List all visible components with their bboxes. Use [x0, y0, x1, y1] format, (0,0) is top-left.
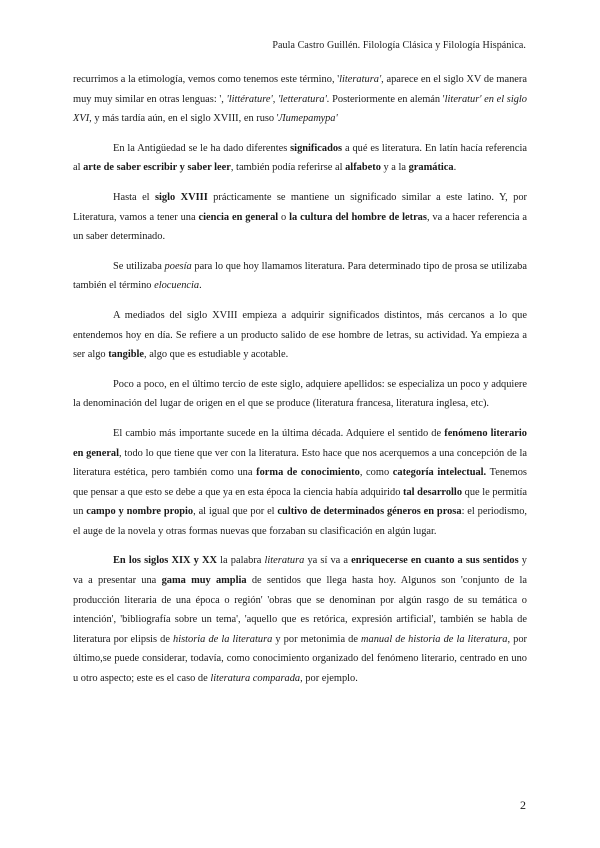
- text-run: El cambio más importante sucede en la última década. Adquiere el sentido de: [113, 427, 445, 439]
- bold-text: campo y nombre propio: [86, 506, 194, 518]
- italic-text: historia de la literatura: [173, 633, 273, 645]
- text-run: la palabra: [217, 555, 265, 567]
- paragraph: [73, 551, 527, 688]
- text-run: .: [453, 162, 457, 174]
- text-run: , algo que es estudiable y acotable.: [144, 349, 289, 361]
- text-run: Poco a poco, en el último tercio de este siglo, adquiere apellidos: se especializa un poco y adquiere la denominación del lugar de origen en el que se produce (literatura francesa, literatura inglesa, etc).: [73, 378, 527, 410]
- bold-text: En los siglos XIX y XX: [113, 555, 218, 567]
- paragraph: [73, 424, 527, 542]
- text-run: recurrimos a la etimología, vemos como tenemos este término, ': [73, 74, 340, 85]
- paragraph: [73, 257, 527, 296]
- page-number: 2: [520, 798, 526, 812]
- paragraph: [73, 139, 527, 178]
- bold-text: arte de saber escribir y saber leer: [83, 162, 231, 174]
- paragraph: [73, 306, 527, 365]
- bold-text: enriquecerse en cuanto a sus sentidos: [351, 555, 519, 567]
- body-text: [73, 70, 527, 699]
- italic-text: literatur' en el siglo XVI,: [73, 93, 527, 125]
- bold-text: gama muy amplia: [161, 575, 247, 587]
- text-run: , también podía referirse al: [230, 162, 346, 174]
- text-run: , por último,se puede considerar, todavía, como conocimiento organizado del fenómeno literario, centrado en uno u otro aspecto; este es el caso de: [73, 633, 527, 685]
- text-run: y a la: [380, 162, 409, 174]
- bold-text: fenómeno literario en general: [73, 427, 527, 459]
- italic-text: literatura comparada: [210, 673, 301, 685]
- paragraph: [73, 375, 527, 414]
- italic-text: 'littérature', 'letteratura'.: [226, 93, 330, 105]
- bold-text: siglo XVIII: [155, 191, 208, 203]
- text-run: , al igual que por el: [193, 506, 278, 518]
- bold-text: cultivo de determinados géneros en prosa: [277, 506, 462, 518]
- text-run: que le permitía un: [73, 486, 527, 518]
- paragraph: [73, 70, 527, 129]
- text-run: y va a presentar una: [73, 555, 528, 587]
- text-run: , va a hacer referencia a un saber determinado.: [73, 211, 528, 243]
- italic-text: elocuencia: [154, 280, 200, 292]
- text-run: A mediados del siglo XVIII empieza a adquirir significados distintos, más cercanos a lo que entendemos hoy en día. Se refiere a un producto salido de ese hombre de letras, su actividad. Ya empieza a ser algo: [73, 309, 527, 361]
- text-run: y más tardía aún, en el siglo XVIII, en ruso ': [91, 113, 279, 125]
- running-header: Paula Castro Guillén. Filología Clásica y Filología Hispánica.: [272, 40, 526, 51]
- text-run: : el periodismo, el auge de la novela y otras formas nuevas que forzaban su clasificación en algún lugar.: [73, 506, 527, 537]
- text-run: a qué es literatura. En latín hacía referencia al: [73, 142, 527, 174]
- text-run: Tenemos que pensar a que esto se debe a que ya en esta época la ciencia había adquirido: [73, 467, 527, 498]
- italic-text: literatura: [264, 555, 305, 567]
- text-run: , como: [359, 467, 393, 479]
- bold-text: categoría intelectual.: [392, 467, 487, 479]
- italic-text: literatura': [339, 74, 382, 85]
- text-run: para lo que hoy llamamos literatura. Para determinado tipo de prosa se utilizaba también el término: [73, 260, 527, 292]
- bold-text: tangible: [108, 349, 144, 361]
- text-run: Posteriormente en alemán ': [329, 93, 445, 105]
- bold-text: tal desarrollo: [403, 486, 463, 498]
- text-run: o: [278, 211, 290, 223]
- text-run: ya sí va a: [304, 555, 352, 567]
- bold-text: la cultura del hombre de letras: [289, 211, 427, 223]
- bold-text: forma de conocimiento: [256, 467, 360, 479]
- italic-text: Литература': [278, 113, 338, 125]
- text-run: , por ejemplo.: [300, 673, 358, 685]
- text-run: , aparece en el siglo XV de manera muy muy similar en otras lenguas: ',: [73, 74, 527, 105]
- text-run: .: [199, 280, 202, 292]
- italic-text: manual de historia de la literatura: [361, 633, 508, 645]
- text-run: prácticamente se mantiene un significado similar a este latino. Y, por Literatura, vamos a tener una: [73, 191, 527, 223]
- paragraph: [73, 188, 527, 247]
- bold-text: alfabeto: [345, 162, 381, 174]
- bold-text: ciencia en general: [198, 211, 279, 223]
- bold-text: gramática: [408, 162, 454, 174]
- italic-text: poesía: [164, 260, 192, 272]
- bold-text: significados: [290, 142, 343, 154]
- text-run: , todo lo que tiene que ver con la literatura. Esto hace que nos acerquemos a una concepción de la literatura estética, pero también como una: [73, 447, 527, 479]
- text-run: Hasta el: [113, 191, 155, 203]
- text-run: y por metonimia de: [272, 633, 362, 645]
- text-run: En la Antigüedad se le ha dado diferentes: [113, 142, 291, 154]
- text-run: Se utilizaba: [113, 260, 165, 272]
- text-run: de sentidos que llega hasta hoy. Algunos son 'conjunto de la producción literaria de una época o región' 'obras que se denominan por algún rasgo de su temática o intención', 'bibliografía sobre un tema', 'aquello que es retórica, expresión artificial', también se habla de literatura por elipsis de: [73, 575, 528, 645]
